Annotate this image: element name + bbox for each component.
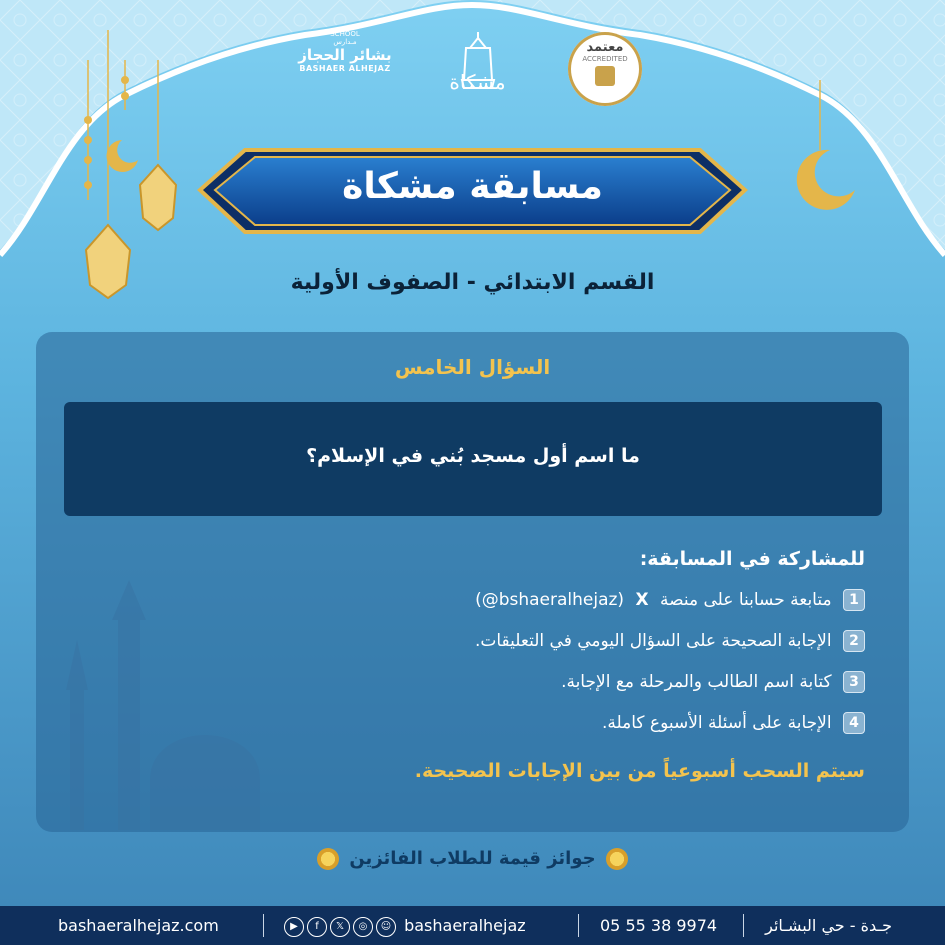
footer-divider — [578, 914, 579, 937]
rule-text: كتابة اسم الطالب والمرحلة مع الإجابة. — [561, 672, 832, 692]
footer-divider — [743, 914, 744, 937]
location-text: جـدة - حي البشـائر — [765, 916, 892, 935]
rule-number: 1 — [843, 589, 865, 611]
rules-title: للمشاركة في المسابقة: — [639, 548, 865, 570]
rule-item — [265, 662, 865, 703]
medal-icon — [317, 848, 339, 870]
youtube-icon[interactable]: ▶ — [284, 917, 304, 937]
social-handle[interactable]: bashaeralhejaz — [404, 916, 526, 935]
mishkat-logo — [420, 30, 535, 102]
prize-note — [0, 848, 945, 870]
footer-bar — [0, 906, 945, 945]
title-banner — [200, 140, 745, 240]
social-links — [284, 906, 526, 945]
accredited-seal — [568, 32, 642, 106]
accredited-ar: معتمد — [586, 40, 624, 55]
rule-text: متابعة حسابنا على منصة — [659, 590, 832, 610]
page-subtitle: القسم الابتدائي - الصفوف الأولية — [290, 270, 655, 295]
prize-text: جوائز قيمة للطلاب الفائزين — [349, 848, 596, 869]
participation-rules — [265, 548, 865, 744]
rule-number: 3 — [843, 671, 865, 693]
instagram-icon[interactable]: ◎ — [353, 917, 373, 937]
draw-note: سيتم السحب أسبوعياً من بين الإجابات الصحيحة. — [414, 760, 865, 782]
logo-school-label: SCHOOL — [330, 30, 360, 38]
page-title: مسابقة مشكاة — [342, 166, 603, 207]
mishkat-logo-text: مشكاة — [449, 70, 506, 94]
accredited-mark-icon — [595, 66, 615, 86]
medal-icon — [606, 848, 628, 870]
footer-divider — [263, 914, 264, 937]
logo-schools-ar: مـدارس — [333, 38, 357, 46]
question-number: السؤال الخامس — [394, 355, 551, 379]
logo-name-ar: بشائر الحجاز — [298, 46, 392, 64]
snapchat-icon[interactable]: ☺ — [376, 917, 396, 937]
rule-number: 2 — [843, 630, 865, 652]
phone-number[interactable]: 05 55 38 9974 — [600, 916, 718, 935]
rule-handle: (@bshaeralhejaz) — [475, 590, 625, 610]
x-icon[interactable]: 𝕏 — [330, 917, 350, 937]
bashaer-logo — [280, 30, 410, 73]
x-icon: X — [635, 590, 649, 610]
rule-text: الإجابة على أسئلة الأسبوع كاملة. — [602, 713, 832, 733]
question-text: ما اسم أول مسجد بُني في الإسلام؟ — [306, 445, 640, 467]
rule-item — [265, 621, 865, 662]
rule-item — [265, 703, 865, 744]
accredited-en: ACCREDITED — [582, 55, 628, 63]
rule-item — [265, 580, 865, 621]
rule-number: 4 — [843, 712, 865, 734]
logo-name-en: BASHAER ALHEJAZ — [299, 64, 391, 73]
facebook-icon[interactable]: f — [307, 917, 327, 937]
rule-text: الإجابة الصحيحة على السؤال اليومي في التعليقات. — [474, 631, 832, 651]
website-link[interactable]: bashaeralhejaz.com — [58, 916, 219, 935]
